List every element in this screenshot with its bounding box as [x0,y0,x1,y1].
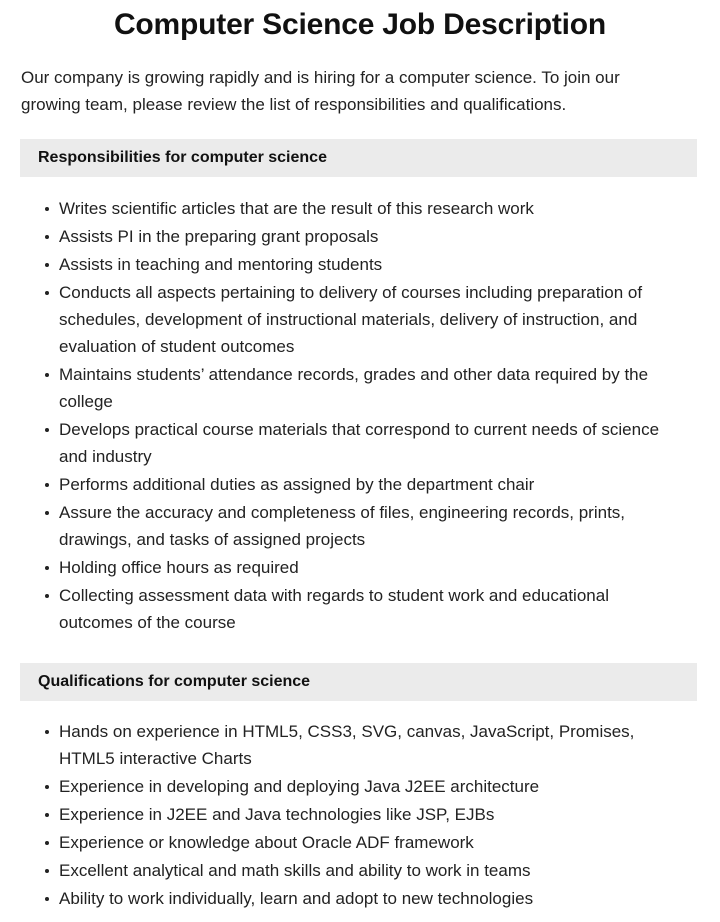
list-item: Assure the accuracy and completeness of files, engineering records, prints, drawings, and tasks of assigned projects [45,499,680,553]
list-item: Experience in J2EE and Java technologies like JSP, EJBs [45,801,680,828]
list-item: Excellent analytical and math skills and ability to work in teams [45,857,680,884]
list-item: Performs additional duties as assigned by the department chair [45,471,680,498]
responsibilities-list [0,177,720,636]
section-header-qualifications [20,663,697,701]
list-item: Ability to work individually, learn and adopt to new technologies [45,885,680,912]
section-heading-text: Responsibilities for computer science [38,149,327,166]
list-item: Hands on experience in HTML5, CSS3, SVG, canvas, JavaScript, Promises, HTML5 interactive Charts [45,718,680,772]
list-item: Conducts all aspects pertaining to delivery of courses including preparation of schedules, development of instructional materials, delivery of instruction, and evaluation of student outcomes [45,279,680,360]
list-item: Develops practical course materials that correspond to current needs of science and industry [45,416,680,470]
list-item: Assists PI in the preparing grant proposals [45,223,680,250]
section-header-responsibilities [20,139,697,177]
section-qualifications [0,663,720,912]
list-item: Maintains students’ attendance records, grades and other data required by the college [45,361,680,415]
list-item: Experience or knowledge about Oracle ADF framework [45,829,680,856]
section-responsibilities [0,139,720,636]
list-item: Experience in developing and deploying Java J2EE architecture [45,773,680,800]
list-item: Holding office hours as required [45,554,680,581]
list-item: Collecting assessment data with regards to student work and educational outcomes of the course [45,582,680,636]
qualifications-list [0,701,720,912]
intro-paragraph: Our company is growing rapidly and is hiring for a computer science. To join our growing team, please review the list of responsibilities and qualifications. [21,68,620,114]
list-item: Assists in teaching and mentoring students [45,251,680,278]
section-heading-text: Qualifications for computer science [38,673,311,690]
page-title: Computer Science Job Description [113,8,607,41]
list-item: Writes scientific articles that are the result of this research work [45,195,680,222]
